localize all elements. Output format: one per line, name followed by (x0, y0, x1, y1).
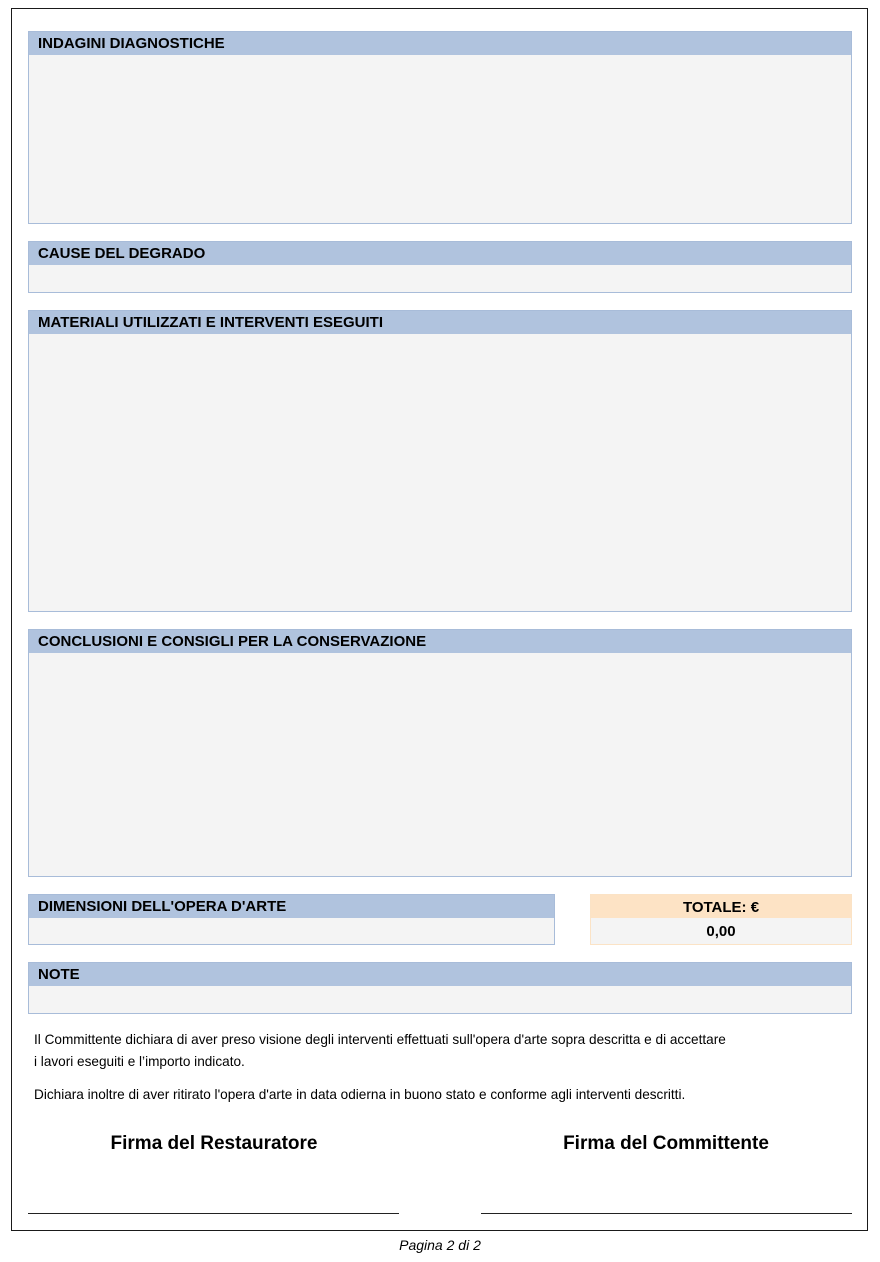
section-title: INDAGINI DIAGNOSTICHE (29, 32, 851, 55)
materiali-interventi-field[interactable] (29, 334, 851, 611)
page-number: Pagina 2 di 2 (399, 1237, 481, 1253)
indagini-diagnostiche-field[interactable] (29, 55, 851, 223)
section-dimensioni-opera (28, 894, 555, 945)
section-title: MATERIALI UTILIZZATI E INTERVENTI ESEGUITI (29, 311, 851, 334)
totale-box (590, 894, 852, 945)
totale-label: TOTALE: € (591, 895, 851, 918)
section-title: NOTE (29, 963, 851, 986)
firma-committente-label: Firma del Committente (563, 1133, 769, 1154)
section-indagini-diagnostiche (28, 31, 852, 224)
section-note (28, 962, 852, 1014)
section-title: CAUSE DEL DEGRADO (29, 242, 851, 265)
firma-restauratore-label: Firma del Restauratore (110, 1133, 318, 1154)
section-title: CONCLUSIONI E CONSIGLI PER LA CONSERVAZIONE (29, 630, 851, 653)
dimensioni-opera-field[interactable] (29, 918, 554, 944)
totale-value[interactable]: 0,00 (706, 923, 736, 940)
declaration-paragraph-2 (34, 1084, 814, 1106)
firma-committente-line[interactable] (481, 1213, 852, 1214)
declaration-line-3: Dichiara inoltre di aver ritirato l'opera d'arte in data odierna in buono stato e conforme agli interventi descritti. (34, 1087, 686, 1102)
section-materiali-interventi (28, 310, 852, 612)
declaration-paragraph-1 (34, 1029, 814, 1073)
declaration-line-2: i lavori eseguiti e l’importo indicato. (34, 1054, 245, 1069)
section-conclusioni-consigli (28, 629, 852, 877)
conclusioni-consigli-field[interactable] (29, 653, 851, 876)
declaration-line-1: Il Committente dichiara di aver preso visione degli interventi effettuati sull'opera d'arte sopra descritta e di accettare (34, 1032, 726, 1047)
section-title: DIMENSIONI DELL'OPERA D'ARTE (29, 895, 554, 918)
section-cause-del-degrado (28, 241, 852, 293)
note-field[interactable] (29, 986, 851, 1013)
firma-restauratore-line[interactable] (28, 1213, 399, 1214)
cause-del-degrado-field[interactable] (29, 265, 851, 292)
